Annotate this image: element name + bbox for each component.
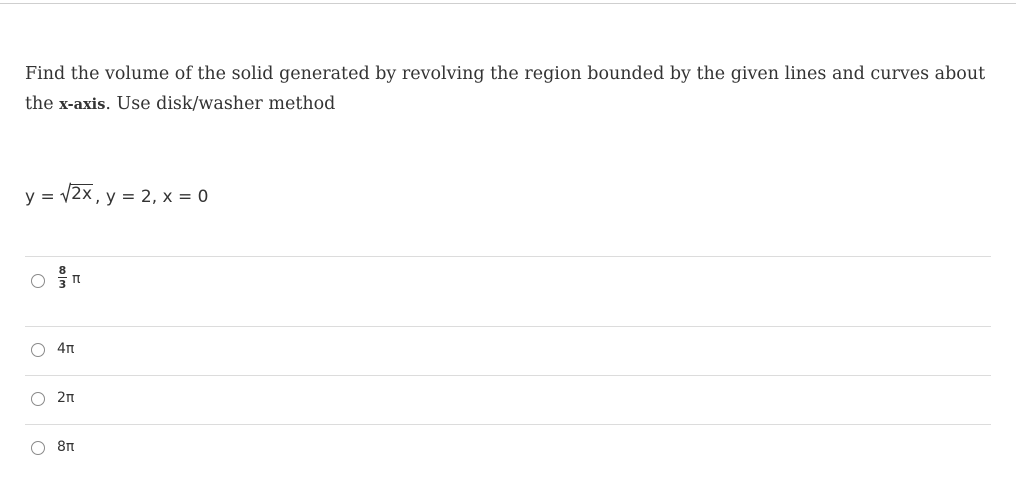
equation [25,181,209,207]
equation-suffix: , y = 2, x = 0 [95,187,209,207]
fraction [58,265,67,290]
answer-option-2[interactable] [25,326,991,375]
fraction-denominator: 3 [58,278,67,292]
radio-button[interactable] [31,343,45,357]
pi-symbol: π [72,271,81,288]
radicand: 2x [71,184,93,204]
option-1-label [58,265,80,290]
square-root [60,182,93,203]
option-4-label: 8π [57,439,75,455]
answer-options [25,256,991,471]
answer-option-4[interactable] [25,424,991,471]
top-divider [0,3,1016,4]
fraction-numerator: 8 [58,264,67,277]
option-3-label: 2π [57,390,75,406]
radio-button[interactable] [31,274,45,288]
question-text [25,59,1000,120]
question-text-end: . Use disk/washer method [105,94,336,114]
radio-button[interactable] [31,441,45,455]
answer-option-3[interactable] [25,375,991,424]
radio-button[interactable] [31,392,45,406]
question-axis: x-axis [59,96,106,113]
answer-option-1[interactable] [25,256,991,326]
equation-prefix: y = [25,187,61,207]
question-text-part: Find the volume of the solid generated by revolving the region bounded by the given lines and curves about the [25,64,986,114]
option-2-label: 4π [57,341,75,357]
